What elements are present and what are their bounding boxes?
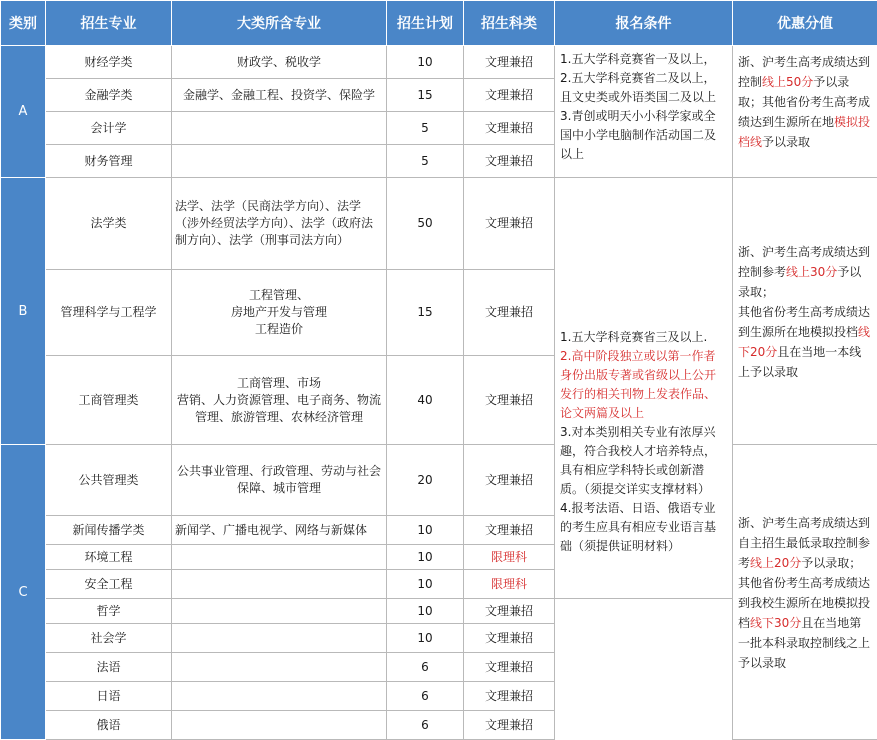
bonus-highlight: 线下30分 (750, 616, 801, 630)
plan-cell: 10 (387, 624, 464, 653)
category-a: A (1, 46, 46, 178)
subject-cell: 文理兼招 (464, 711, 555, 740)
header-requirements: 报名条件 (555, 1, 733, 46)
sub-majors-cell (172, 145, 387, 178)
plan-cell: 15 (387, 79, 464, 112)
header-subject: 招生科类 (464, 1, 555, 46)
sub-majors-cell: 金融学、金融工程、投资学、保险学 (172, 79, 387, 112)
bonus-text: 予以录取； (738, 265, 861, 299)
sub-majors-cell: 公共事业管理、行政管理、劳动与社会保障、城市管理 (172, 445, 387, 516)
plan-cell: 40 (387, 356, 464, 445)
sub-majors-cell (172, 270, 387, 356)
subject-cell: 文理兼招 (464, 653, 555, 682)
sub-majors-cell (172, 545, 387, 570)
bonus-text: 浙、沪考生高考成绩达到控制参考 (738, 245, 870, 279)
sub-majors-cell (172, 624, 387, 653)
subject-cell: 文理兼招 (464, 516, 555, 545)
bonus-highlight: 模拟投档线 (738, 115, 870, 149)
bonus-b (733, 178, 877, 445)
sub-majors-cell (172, 599, 387, 624)
plan-cell: 6 (387, 653, 464, 682)
plan-cell: 6 (387, 682, 464, 711)
sub-major-line: 工程管理、 (175, 287, 383, 304)
major-cell: 工商管理类 (46, 356, 172, 445)
plan-cell: 20 (387, 445, 464, 516)
plan-cell: 10 (387, 599, 464, 624)
header-sub-majors: 大类所含专业 (172, 1, 387, 46)
subject-cell: 文理兼招 (464, 79, 555, 112)
bonus-text: 浙、沪考生高考成绩达到控制 (738, 55, 870, 89)
requirement-item: 3.对本类别相关专业有浓厚兴趣，符合我校人才培养特点，具有相应学科特长或创新潜质。（须提交详实支撑材料） (560, 423, 727, 499)
subject-cell: 文理兼招 (464, 178, 555, 270)
bonus-text: 且在当地第一批本科录取控制线之上予以录取 (738, 616, 870, 670)
requirements-bc (555, 178, 733, 599)
major-cell: 法语 (46, 653, 172, 682)
bonus-text: 予以录取 (762, 135, 810, 149)
bonus-highlight: 线上20分 (750, 556, 801, 570)
category-c: C (1, 445, 46, 740)
bonus-highlight: 线上30分 (786, 265, 837, 279)
major-cell: 哲学 (46, 599, 172, 624)
plan-cell: 6 (387, 711, 464, 740)
major-cell: 财经学类 (46, 46, 172, 79)
sub-majors-cell (172, 682, 387, 711)
requirement-item: 1.五大学科竞赛省一及以上， (560, 50, 727, 69)
sub-majors-cell (172, 711, 387, 740)
bonus-text: 其他省份考生高考成绩达到我校生源所在地模拟投档 (738, 576, 870, 630)
sub-major-line: 房地产开发与管理 (175, 304, 383, 321)
plan-cell: 10 (387, 545, 464, 570)
subject-cell: 文理兼招 (464, 624, 555, 653)
table-row (1, 178, 877, 270)
header-bonus: 优惠分值 (733, 1, 877, 46)
sub-major-line: 营销、人力资源管理、电子商务、物流管理、旅游管理、农林经济管理 (175, 392, 383, 426)
plan-cell: 15 (387, 270, 464, 356)
sub-majors-cell: 法学、法学（民商法学方向）、法学（涉外经贸法学方向）、法学（政府法制方向）、法学（刑事司法方向） (172, 178, 387, 270)
bonus-text: 予以录取； (801, 556, 861, 570)
bonus-highlight: 线下20分 (738, 325, 870, 359)
plan-cell: 50 (387, 178, 464, 270)
bonus-a (733, 46, 877, 178)
major-cell: 金融学类 (46, 79, 172, 112)
header-plan: 招生计划 (387, 1, 464, 46)
requirement-item: 4.报考法语、日语、俄语专业的考生应具有相应专业语言基础（须提供证明材料） (560, 499, 727, 556)
sub-majors-cell (172, 653, 387, 682)
subject-cell: 文理兼招 (464, 356, 555, 445)
major-cell: 环境工程 (46, 545, 172, 570)
major-cell: 法学类 (46, 178, 172, 270)
requirements-a (555, 46, 733, 178)
subject-cell: 文理兼招 (464, 599, 555, 624)
major-cell: 日语 (46, 682, 172, 711)
subject-cell: 文理兼招 (464, 46, 555, 79)
subject-cell: 文理兼招 (464, 445, 555, 516)
sub-major-line: 工程造价 (175, 321, 383, 338)
plan-cell: 10 (387, 46, 464, 79)
major-cell: 安全工程 (46, 570, 172, 599)
requirement-item: 2.五大学科竞赛省二及以上，且文史类或外语类国二及以上 (560, 69, 727, 107)
sub-majors-cell: 新闻学、广播电视学、网络与新媒体 (172, 516, 387, 545)
plan-cell: 5 (387, 112, 464, 145)
header-major: 招生专业 (46, 1, 172, 46)
bonus-highlight: 线上50分 (762, 75, 813, 89)
table-row (1, 46, 877, 79)
plan-cell: 10 (387, 516, 464, 545)
header-category: 类别 (1, 1, 46, 46)
subject-cell: 文理兼招 (464, 112, 555, 145)
requirement-item-highlight: 2.高中阶段独立或以第一作者身份出版专著或省级以上公开发行的相关刊物上发表作品、论文两篇及以上 (560, 347, 727, 423)
requirement-item: 3.青创或明天小小科学家或全国中小学电脑制作活动国二及以上 (560, 107, 727, 164)
major-cell: 会计学 (46, 112, 172, 145)
sub-majors-cell (172, 112, 387, 145)
bonus-text: 浙、沪考生高考成绩达到自主招生最低录取控制参考 (738, 516, 870, 570)
sub-major-line: 工商管理、市场 (175, 375, 383, 392)
plan-cell: 10 (387, 570, 464, 599)
subject-cell: 文理兼招 (464, 270, 555, 356)
requirement-item: 1.五大学科竞赛省三及以上. (560, 328, 727, 347)
sub-majors-cell (172, 356, 387, 445)
major-cell: 新闻传播学类 (46, 516, 172, 545)
major-cell: 公共管理类 (46, 445, 172, 516)
bonus-text: 其他省份考生高考成绩达到生源所在地模拟投档 (738, 305, 870, 339)
subject-cell: 文理兼招 (464, 682, 555, 711)
sub-majors-cell (172, 570, 387, 599)
sub-majors-cell: 财政学、税收学 (172, 46, 387, 79)
bonus-c (733, 445, 877, 740)
subject-cell: 文理兼招 (464, 145, 555, 178)
category-b: B (1, 178, 46, 445)
plan-cell: 5 (387, 145, 464, 178)
bonus-text: 且在当地一本线上予以录取 (738, 345, 861, 379)
major-cell: 俄语 (46, 711, 172, 740)
table-row (1, 445, 877, 516)
major-cell: 管理科学与工程学 (46, 270, 172, 356)
bonus-text: 予以录取；其他省份考生高考成绩达到生源所在地 (738, 75, 870, 129)
major-cell: 财务管理 (46, 145, 172, 178)
header-row (1, 1, 877, 46)
subject-cell-science-only: 限理科 (464, 545, 555, 570)
major-cell: 社会学 (46, 624, 172, 653)
subject-cell-science-only: 限理科 (464, 570, 555, 599)
